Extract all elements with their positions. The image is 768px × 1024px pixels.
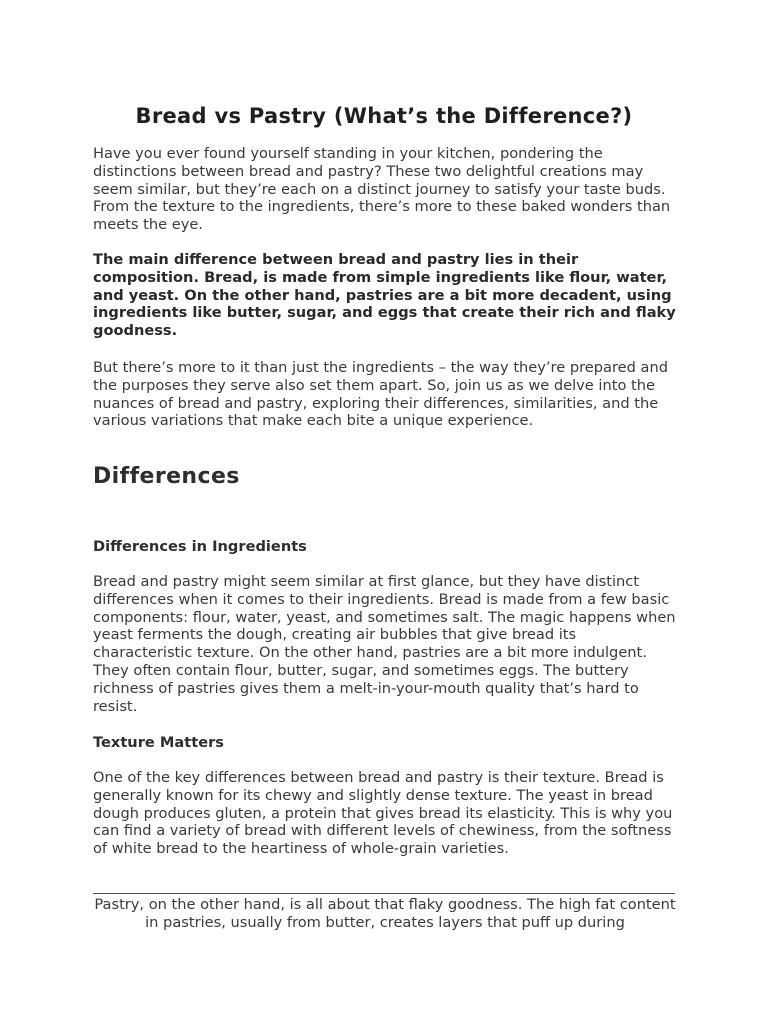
horizontal-rule [93,893,675,894]
intro-paragraph-2: But there’s more to it than just the ingredients – the way they’re prepared and the purposes they serve also set them apart. So, join us as we delve into the nuances of bread and pastry, exploring their differences, similarities, and the various variations that make each bite a unique experience. [93,359,668,430]
intro-paragraph: Have you ever found yourself standing in your kitchen, pondering the distinctions between bread and pastry? These two delightful creations may seem similar, but they’re each on a distinct journey to satisfy your taste buds. From the texture to the ingredients, there’s more to these baked wonders than meets the eye. [93,145,671,234]
summary-paragraph: The main difference between bread and pastry lies in their composition. Bread, is made from simple ingredients like flour, water, and yeast. On the other hand, pastries are a bit more decadent, using ingredients like butter, sugar, and eggs that create their rich and flaky goodness. [93,251,676,340]
pastry-paragraph: Pastry, on the other hand, is all about that flaky goodness. The high fat content in pastries, usually from butter, creates layers that puff up during [94,896,676,931]
ingredients-paragraph: Bread and pastry might seem similar at first glance, but they have distinct differences when it comes to their ingredients. Bread is made from a few basic components: flour, water, yeast, and sometimes salt. The magic happens when yeast ferments the dough, creating air bubbles that give bread its characteristic texture. On the other hand, pastries are a bit more indulgent. They often contain flour, butter, sugar, and sometimes eggs. The buttery richness of pastries gives them a melt-in-your-mouth quality that’s hard to resist. [93,573,676,715]
subheading-ingredients: Differences in Ingredients [93,538,307,555]
subheading-texture: Texture Matters [93,734,224,751]
document-title: Bread vs Pastry (What’s the Difference?) [135,104,633,129]
texture-paragraph: One of the key differences between bread and pastry is their texture. Bread is generally known for its chewy and slightly dense texture. The yeast in bread dough produces gluten, a protein that gives bread its elasticity. This is why you can find a variety of bread with different levels of chewiness, from the softness of white bread to the heartiness of whole-grain varieties. [93,769,673,858]
section-heading-differences: Differences [93,464,240,489]
